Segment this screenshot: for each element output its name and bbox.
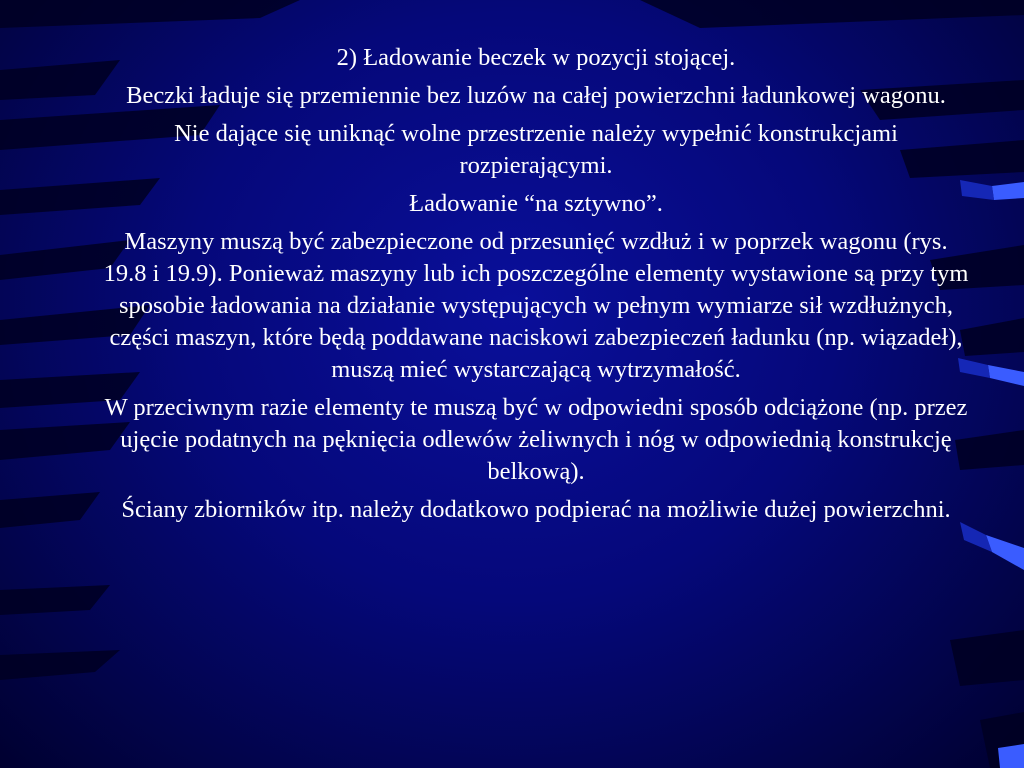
paragraph: Nie dające się uniknąć wolne przestrzenie należy wypełnić konstrukcjami rozpierającymi.: [174, 120, 898, 179]
paragraph: W przeciwnym razie elementy te muszą być w odpowiedni sposób odciążone (np. przez ujęcie podatnych na pęknięcia odlewów żeliwnych i nóg w odpowiednią konstrukcję belkową).: [104, 394, 968, 485]
paragraph-heading: 2) Ładowanie beczek w pozycji stojącej.: [336, 44, 736, 71]
paragraph: Beczki ładuje się przemiennie bez luzów na całej powierzchni ładunkowej wagonu.: [126, 82, 946, 109]
paragraph: Maszyny muszą być zabezpieczone od przesunięć wzdłuż i w poprzek wagonu (rys. 19.8 i 19.9). Ponieważ maszyny lub ich poszczególne elementy wystawione są przy tym sposobie ładowania na działanie występujących w pełnym wymiarze sił wzdłużnych, części maszyn, które będą poddawane naciskowi zabezpieczeń ładunku (np. wiązadeł), muszą mieć wystarczającą wytrzymałość.: [103, 228, 969, 383]
slide-body: [100, 42, 972, 532]
paragraph: Ładowanie “na sztywno”.: [409, 190, 663, 217]
paragraph: Ściany zbiorników itp. należy dodatkowo podpierać na możliwie dużej powierzchni.: [121, 496, 951, 523]
